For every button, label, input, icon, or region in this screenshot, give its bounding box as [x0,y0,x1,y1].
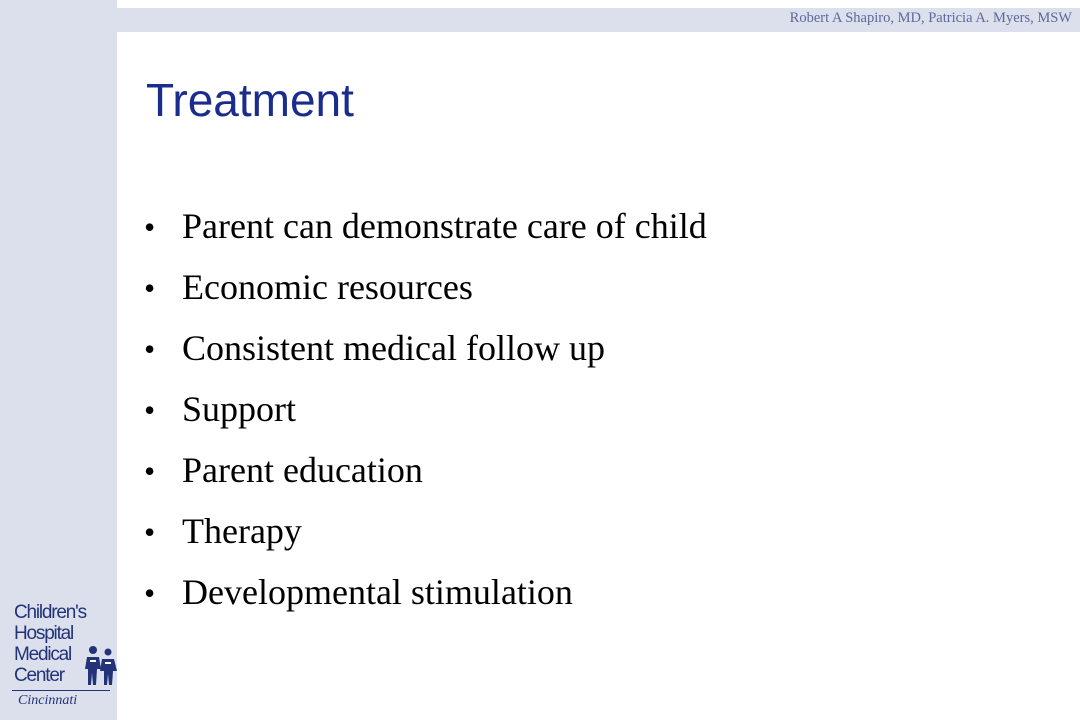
hospital-logo [10,603,116,713]
bullet-text: Developmental stimulation [182,572,573,612]
bullet-text: Therapy [182,511,302,551]
logo-rule [12,690,110,691]
bullet-dot-icon: • [144,453,156,489]
bullet-text: Consistent medical follow up [182,328,605,368]
bullet-text: Parent can demonstrate care of child [182,206,707,246]
bullet-item [144,505,707,566]
bullet-dot-icon: • [144,575,156,611]
logo-line-1: Children's [14,602,86,623]
bullet-item [144,444,707,505]
children-figures-icon [84,645,118,687]
bullet-item [144,261,707,322]
bullet-text: Support [182,389,297,429]
logo-line-2: Hospital [14,623,74,644]
bullet-text: Economic resources [182,267,473,307]
logo-city: Cincinnati [18,693,78,708]
bullet-item [144,566,707,627]
bullet-list [144,200,707,627]
bullet-item [144,383,707,444]
bullet-text: Parent education [182,450,423,490]
bullet-dot-icon: • [144,392,156,428]
author-credit: Robert A Shapiro, MD, Patricia A. Myers, MSW [789,10,1072,26]
logo-line-3: Medical [14,644,72,665]
bullet-item [144,200,707,261]
bullet-dot-icon: • [144,514,156,550]
logo-line-4: Center [14,665,64,686]
bullet-dot-icon: • [144,270,156,306]
bullet-dot-icon: • [144,331,156,367]
bullet-dot-icon: • [144,209,156,245]
top-edge [0,0,1080,8]
slide-title: Treatment [146,74,354,126]
bullet-item [144,322,707,383]
